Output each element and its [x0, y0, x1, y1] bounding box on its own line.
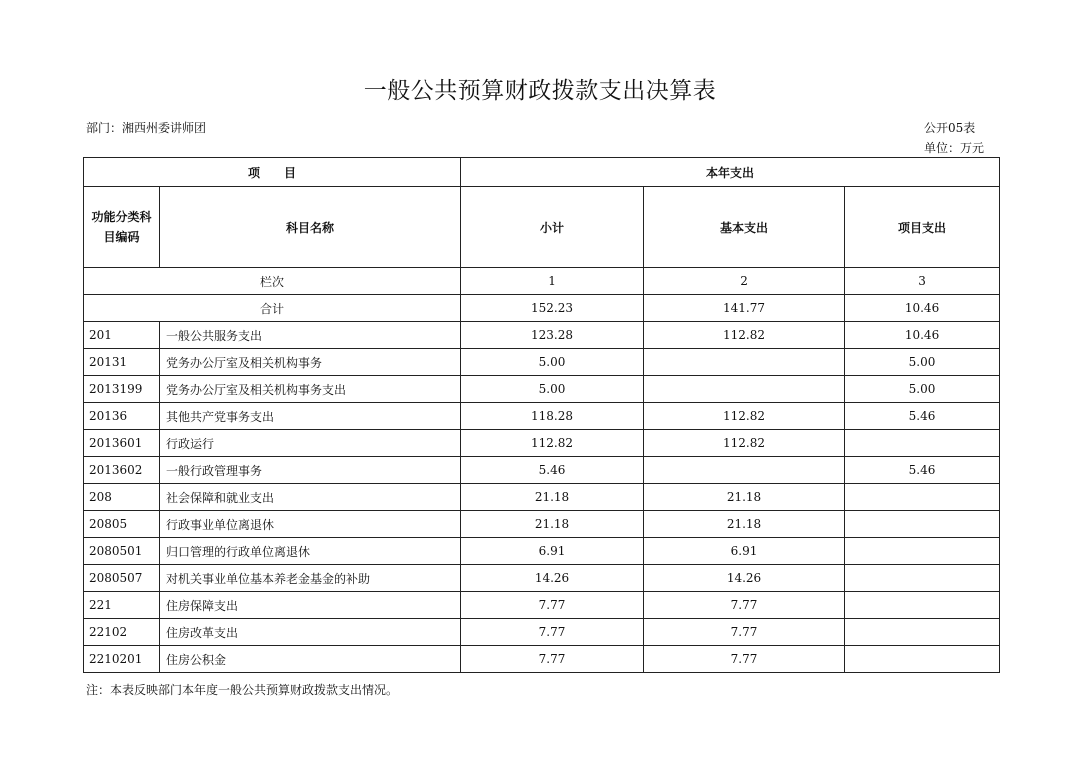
row-subtotal: 6.91	[461, 538, 644, 565]
table-row	[84, 592, 1000, 619]
row-subtotal: 7.77	[461, 592, 644, 619]
table-row	[84, 511, 1000, 538]
header-subtotal: 小计	[461, 187, 644, 268]
row-subtotal: 7.77	[461, 619, 644, 646]
row-project: 10.46	[845, 322, 1000, 349]
row-subject-name: 归口管理的行政单位离退休	[160, 538, 461, 565]
header-row-2	[84, 187, 1000, 268]
row-project	[845, 430, 1000, 457]
row-subtotal: 5.00	[461, 376, 644, 403]
header-basic: 基本支出	[644, 187, 845, 268]
row-subject-name: 党务办公厅室及相关机构事务支出	[160, 376, 461, 403]
row-code: 2080501	[84, 538, 160, 565]
row-subject-name: 一般行政管理事务	[160, 457, 461, 484]
total-project: 10.46	[845, 295, 1000, 322]
table-row	[84, 457, 1000, 484]
row-code: 208	[84, 484, 160, 511]
form-number: 公开05表	[924, 121, 976, 135]
header-project-exp: 项目支出	[845, 187, 1000, 268]
row-project	[845, 511, 1000, 538]
row-basic: 112.82	[644, 430, 845, 457]
row-basic: 112.82	[644, 322, 845, 349]
row-basic: 21.18	[644, 484, 845, 511]
row-basic: 6.91	[644, 538, 845, 565]
row-code: 20136	[84, 403, 160, 430]
total-basic: 141.77	[644, 295, 845, 322]
row-basic: 7.77	[644, 646, 845, 673]
row-subtotal: 21.18	[461, 484, 644, 511]
table-row	[84, 619, 1000, 646]
row-subject-name: 住房保障支出	[160, 592, 461, 619]
column-number-1: 1	[461, 268, 644, 295]
row-project: 5.46	[845, 403, 1000, 430]
row-basic	[644, 349, 845, 376]
total-label: 合计	[84, 295, 461, 322]
table-row	[84, 565, 1000, 592]
row-code: 20131	[84, 349, 160, 376]
header-current-year: 本年支出	[461, 158, 1000, 187]
row-project	[845, 592, 1000, 619]
row-subtotal: 14.26	[461, 565, 644, 592]
row-code: 2080507	[84, 565, 160, 592]
column-number-row	[84, 268, 1000, 295]
expenditure-table	[83, 157, 1000, 673]
table-row	[84, 538, 1000, 565]
total-row	[84, 295, 1000, 322]
row-subject-name: 其他共产党事务支出	[160, 403, 461, 430]
row-code: 2013602	[84, 457, 160, 484]
row-subtotal: 112.82	[461, 430, 644, 457]
row-subject-name: 对机关事业单位基本养老金基金的补助	[160, 565, 461, 592]
table-row	[84, 376, 1000, 403]
row-code: 221	[84, 592, 160, 619]
row-subtotal: 5.46	[461, 457, 644, 484]
row-basic: 7.77	[644, 592, 845, 619]
row-subtotal: 118.28	[461, 403, 644, 430]
row-project	[845, 619, 1000, 646]
row-code: 20805	[84, 511, 160, 538]
row-basic	[644, 457, 845, 484]
row-project	[845, 565, 1000, 592]
row-code: 2210201	[84, 646, 160, 673]
table-row	[84, 646, 1000, 673]
row-project	[845, 538, 1000, 565]
row-subject-name: 住房改革支出	[160, 619, 461, 646]
row-code: 22102	[84, 619, 160, 646]
row-basic: 112.82	[644, 403, 845, 430]
row-code: 2013601	[84, 430, 160, 457]
column-number-2: 2	[644, 268, 845, 295]
row-basic: 14.26	[644, 565, 845, 592]
row-project: 5.46	[845, 457, 1000, 484]
row-project	[845, 646, 1000, 673]
row-project: 5.00	[845, 376, 1000, 403]
row-subject-name: 社会保障和就业支出	[160, 484, 461, 511]
footnote: 注：本表反映部门本年度一般公共预算财政拨款支出情况。	[86, 683, 399, 697]
table-row	[84, 349, 1000, 376]
total-subtotal: 152.23	[461, 295, 644, 322]
row-basic: 7.77	[644, 619, 845, 646]
header-project: 项 目	[84, 158, 461, 187]
row-subtotal: 5.00	[461, 349, 644, 376]
header-subject-name: 科目名称	[160, 187, 461, 268]
row-subtotal: 21.18	[461, 511, 644, 538]
table-row	[84, 403, 1000, 430]
column-number-3: 3	[845, 268, 1000, 295]
row-project	[845, 484, 1000, 511]
row-subtotal: 123.28	[461, 322, 644, 349]
row-code: 2013199	[84, 376, 160, 403]
table-row	[84, 322, 1000, 349]
header-func-code: 功能分类科目编码	[84, 187, 160, 268]
row-subject-name: 党务办公厅室及相关机构事务	[160, 349, 461, 376]
table-row	[84, 484, 1000, 511]
header-row-1	[84, 158, 1000, 187]
unit-label: 单位：万元	[924, 141, 985, 155]
row-subtotal: 7.77	[461, 646, 644, 673]
row-project: 5.00	[845, 349, 1000, 376]
row-subject-name: 行政事业单位离退休	[160, 511, 461, 538]
row-subject-name: 行政运行	[160, 430, 461, 457]
page-title: 一般公共预算财政拨款支出决算表	[363, 78, 717, 104]
row-subject-name: 住房公积金	[160, 646, 461, 673]
row-basic: 21.18	[644, 511, 845, 538]
row-subject-name: 一般公共服务支出	[160, 322, 461, 349]
row-code: 201	[84, 322, 160, 349]
row-basic	[644, 376, 845, 403]
column-number-label: 栏次	[84, 268, 461, 295]
table-row	[84, 430, 1000, 457]
department-label: 部门：湘西州委讲师团	[86, 121, 207, 135]
